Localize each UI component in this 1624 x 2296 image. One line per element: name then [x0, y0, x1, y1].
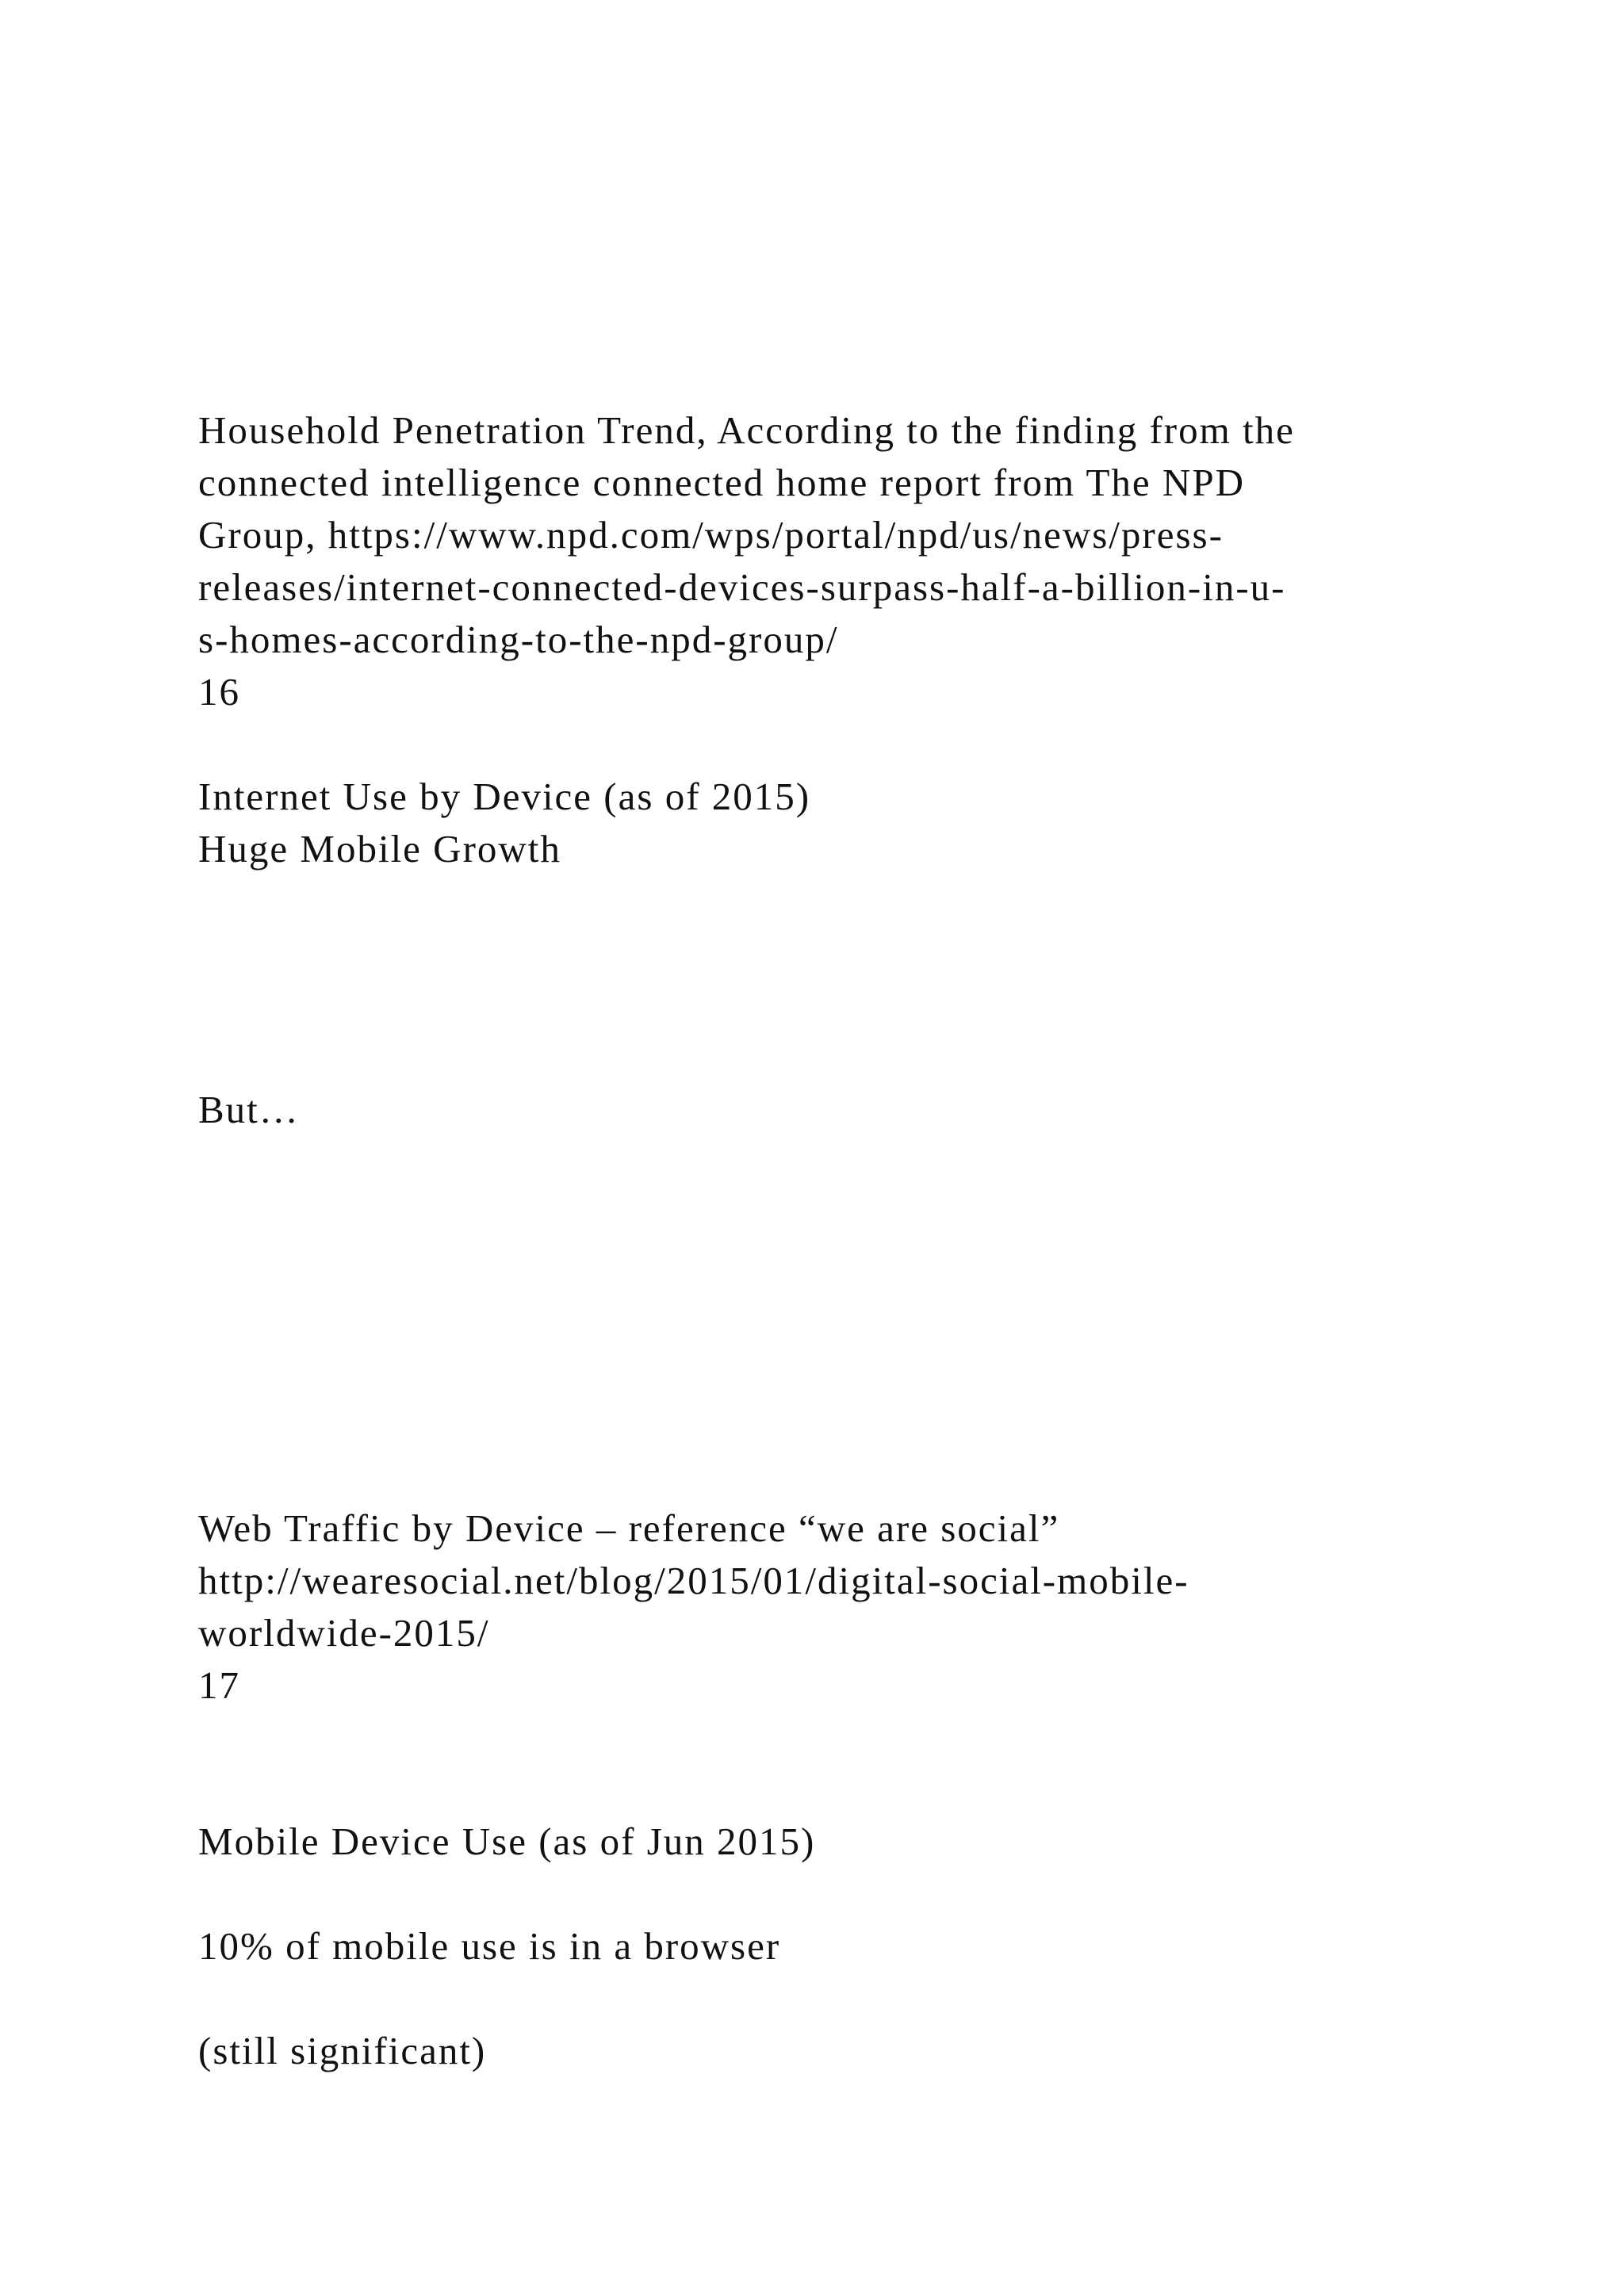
web-traffic-line-1: Web Traffic by Device – reference “we are social”	[198, 1506, 1060, 1550]
internet-use-title: Internet Use by Device (as of 2015)	[198, 775, 811, 818]
web-traffic-line-2: http://wearesocial.net/blog/2015/01/digital-social-mobile-	[198, 1559, 1189, 1602]
page-number-16: 16	[198, 670, 240, 714]
page-number-17: 17	[198, 1663, 240, 1707]
household-penetration-line-2: connected intelligence connected home report from The NPD	[198, 461, 1245, 504]
still-significant-note: (still significant)	[198, 2029, 487, 2072]
household-penetration-line-5: s-homes-according-to-the-npd-group/	[198, 618, 839, 661]
but-text: But…	[198, 1088, 300, 1131]
huge-mobile-growth: Huge Mobile Growth	[198, 827, 561, 871]
household-penetration-line-3: Group, https://www.npd.com/wps/portal/npd/us/news/press-	[198, 513, 1224, 557]
mobile-browser-stat: 10% of mobile use is in a browser	[198, 1924, 781, 1968]
household-penetration-line-4: releases/internet-connected-devices-surpass-half-a-billion-in-u-	[198, 565, 1286, 609]
household-penetration-line-1: Household Penetration Trend, According to the finding from the	[198, 408, 1295, 452]
web-traffic-line-3: worldwide-2015/	[198, 1611, 490, 1655]
mobile-device-use-title: Mobile Device Use (as of Jun 2015)	[198, 1820, 816, 1863]
